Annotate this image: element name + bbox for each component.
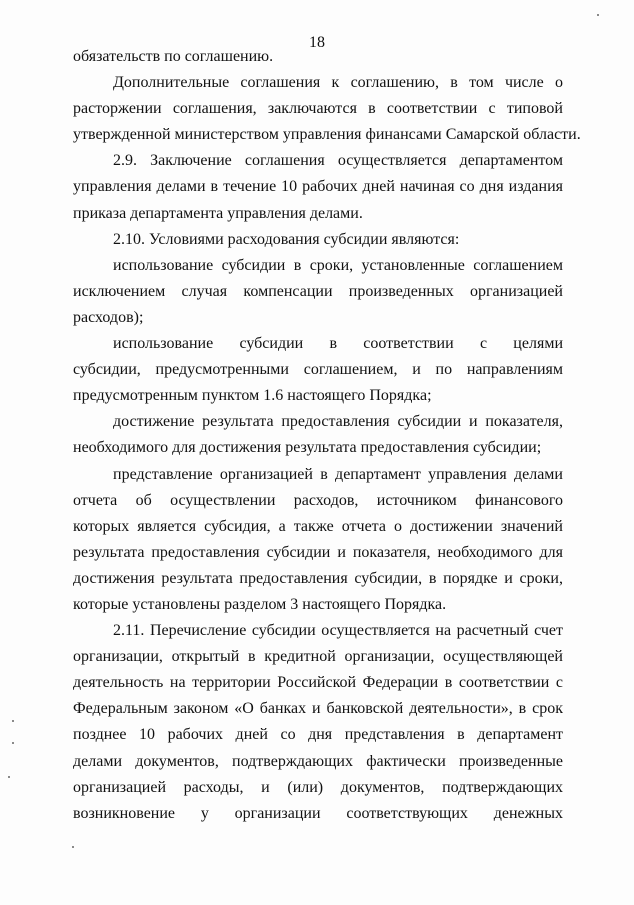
- text-line: расторжении соглашения, заключаются в соответствии с типовой: [73, 100, 563, 118]
- text-line: которые установлены разделом 3 настоящего Порядка.: [73, 595, 447, 613]
- scan-speck: [12, 720, 14, 722]
- text-line: использование субсидии в соответствии с целями: [113, 335, 563, 353]
- scan-speck: [8, 776, 10, 778]
- scan-speck: [72, 846, 74, 848]
- text-line: предусмотренным пунктом 1.6 настоящего Порядка;: [73, 387, 432, 405]
- text-line: расходов);: [73, 308, 144, 326]
- text-line: Федеральным законом «О банках и банковской деятельности», в срок: [73, 700, 563, 718]
- text-line: делами документов, подтверждающих фактически произведенные: [73, 752, 563, 770]
- scan-speck: [12, 742, 14, 744]
- text-line: 2.9. Заключение соглашения осуществляется департаментом: [113, 152, 563, 170]
- text-line: использование субсидии в сроки, установленные соглашением: [113, 256, 563, 274]
- text-line: достижения результата предоставления субсидии, в порядке и сроки,: [73, 569, 563, 587]
- scan-speck: [597, 14, 599, 16]
- text-line: 2.10. Условиями расходования субсидии являются:: [113, 230, 460, 248]
- text-line: исключением случая компенсации произведенных организацией: [73, 282, 563, 300]
- text-line: утвержденной министерством управления финансами Самарской области.: [73, 126, 581, 144]
- text-line: достижение результата предоставления субсидии и показателя,: [113, 413, 563, 431]
- document-body: [73, 44, 581, 827]
- text-line: возникновение у организации соответствующих денежных: [73, 804, 563, 822]
- text-line: отчета об осуществлении расходов, источником финансового: [73, 491, 563, 509]
- text-line: субсидии, предусмотренными соглашением, и по направлениям: [73, 361, 563, 379]
- text-line: позднее 10 рабочих дней со дня представления в департамент: [73, 726, 563, 744]
- text-line: которых является субсидия, а также отчета о достижении значений: [73, 517, 563, 535]
- text-line: организации, открытый в кредитной организации, осуществляющей: [73, 648, 563, 666]
- text-line: результата предоставления субсидии и показателя, необходимого для: [73, 543, 563, 561]
- text-line: 2.11. Перечисление субсидии осуществляется на расчетный счет: [113, 622, 563, 640]
- text-line: деятельность на территории Российской Федерации в соответствии с: [73, 674, 563, 692]
- text-line: организацией расходы, и (или) документов, подтверждающих: [73, 778, 563, 796]
- text-line: управления делами в течение 10 рабочих дней начиная со дня издания: [73, 178, 563, 196]
- page-number: 18: [309, 34, 325, 51]
- text-line: Дополнительные соглашения к соглашению, в том числе о: [113, 74, 563, 92]
- text-line: обязательств по соглашению.: [73, 48, 274, 65]
- text-line: приказа департамента управления делами.: [73, 204, 363, 222]
- text-line: представление организацией в департамент управления делами: [113, 465, 563, 483]
- text-line: необходимого для достижения результата предоставления субсидии;: [73, 439, 542, 457]
